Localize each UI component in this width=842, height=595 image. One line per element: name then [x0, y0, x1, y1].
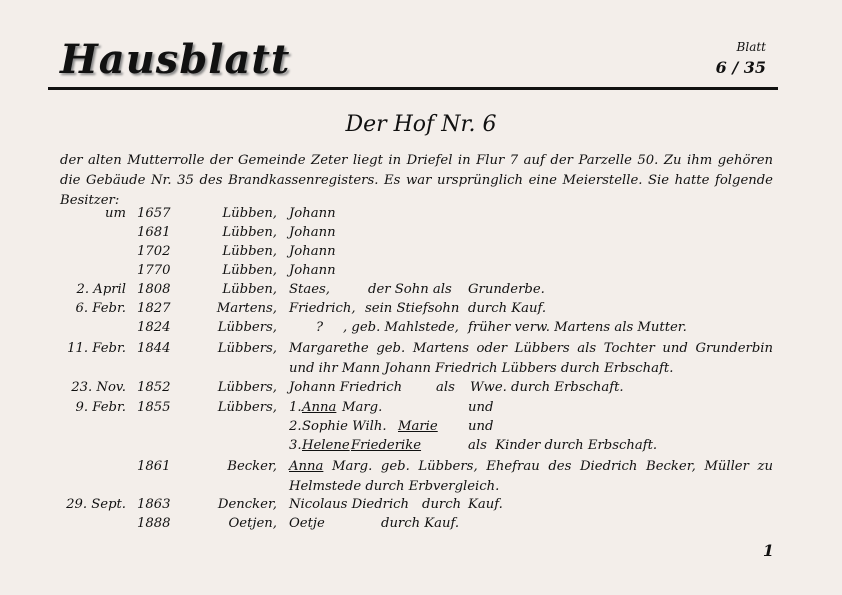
owner-acquisition: Kauf. — [468, 497, 503, 512]
owner-year: 1852 — [137, 380, 171, 395]
owner-year: 1808 — [137, 282, 171, 297]
intro-paragraph: der alten Mutterrolle der Gemeinde Zeter liegt in Driefel in Flur 7 auf der Parzelle 50. Zu ihm gehören die Gebäude Nr. 35 des Brandkassenregisters. Es war ursprünglich eine Meierstelle. Sie hatte folgende Besitzer: — [60, 153, 773, 208]
child-first-name: Anna — [302, 400, 337, 415]
owner-surname: Lübben, — [222, 282, 277, 297]
document-title: Hausblatt — [60, 36, 291, 83]
child-tail: und — [468, 400, 494, 415]
owner-row — [0, 339, 842, 379]
owner-surname: Lübbers, — [217, 320, 277, 335]
owner-text: Johann — [289, 244, 336, 259]
owner-text: Johann — [289, 225, 336, 240]
owner-surname: Lübben, — [222, 244, 277, 259]
owner-year: 1855 — [137, 400, 171, 415]
owner-row — [0, 299, 842, 319]
owner-surname: Lübben, — [222, 206, 277, 221]
child-first-name: Helene — [302, 438, 350, 453]
owner-surname: Lübben, — [222, 225, 277, 240]
owner-row — [0, 398, 842, 418]
farm-heading: Der Hof Nr. 6 — [345, 112, 497, 137]
owner-year: 1657 — [137, 206, 171, 221]
child-number: 3. — [289, 438, 302, 453]
owner-date: 9. Febr. — [75, 400, 126, 415]
owner-text: Johann — [289, 206, 336, 221]
owner-acquisition: durch Kauf. — [468, 301, 547, 316]
owner-surname: Lübbers, — [217, 380, 277, 395]
owner-relation: sein Stiefsohn — [365, 301, 460, 316]
owner-acquisition: Wwe. durch Erbschaft. — [470, 380, 624, 395]
owner-surname: Dencker, — [217, 497, 277, 512]
sheet-number: 6 / 35 — [715, 58, 766, 77]
owner-row — [0, 204, 842, 224]
child-first-name: Sophie Wilh. — [302, 419, 387, 434]
owner-row — [0, 318, 842, 338]
owner-acquisition: früher verw. Martens als Mutter. — [468, 320, 687, 335]
owner-row — [0, 436, 842, 456]
owner-text: Nicolaus Diedrich — [289, 497, 410, 512]
owner-year: 1861 — [137, 459, 171, 474]
owner-surname: Lübbers, — [217, 400, 277, 415]
owner-row — [0, 514, 842, 534]
owner-row — [0, 242, 842, 262]
owner-relation: der Sohn als — [368, 282, 452, 297]
owner-text: Staes, — [289, 282, 330, 297]
owner-row — [0, 417, 842, 437]
owner-text — [289, 457, 773, 497]
owner-date: 29. Sept. — [66, 497, 126, 512]
owner-text: Margarethe geb. Martens oder Lübbers als Tochter und Grunderbin und ihr Mann Johann Friedrich Lübbers durch Erbschaft. — [289, 341, 773, 376]
owner-year: 1863 — [137, 497, 171, 512]
owner-surname: Martens, — [216, 301, 277, 316]
child-other-name: Marie — [398, 419, 438, 434]
child-other-name: Friederike — [351, 438, 422, 453]
owner-text: Johann Friedrich — [289, 380, 403, 395]
page-number: 1 — [762, 541, 774, 560]
owner-row — [0, 223, 842, 243]
owner-surname: Lübbers, — [217, 341, 277, 356]
owner-text-rest: Marg. geb. Lübbers, Ehefrau des Diedrich Becker, Müller zu Helmstede durch Erbvergleich. — [289, 459, 773, 494]
owner-text: Oetje — [289, 516, 325, 531]
owner-year: 1888 — [137, 516, 171, 531]
owner-date: 6. Febr. — [75, 301, 126, 316]
owner-row — [0, 378, 842, 398]
owner-relation: , geb. Mahlstede, — [343, 320, 459, 335]
owner-year: 1681 — [137, 225, 171, 240]
owner-relation: als — [436, 380, 455, 395]
owner-year: 1702 — [137, 244, 171, 259]
owner-date: 11. Febr. — [67, 341, 126, 356]
owner-row — [0, 280, 842, 300]
child-other-name: Marg. — [342, 400, 383, 415]
owner-row — [0, 457, 842, 497]
owner-year: 1827 — [137, 301, 171, 316]
owner-row — [0, 495, 842, 515]
owner-surname: Becker, — [227, 459, 277, 474]
owner-year: 1770 — [137, 263, 171, 278]
sheet-label: Blatt — [736, 40, 766, 54]
owner-date: 23. Nov. — [71, 380, 126, 395]
owner-surname: Oetjen, — [228, 516, 277, 531]
child-number: 1. — [289, 400, 302, 415]
owner-acquisition: durch Kauf. — [381, 516, 460, 531]
owner-surname: Lübben, — [222, 263, 277, 278]
owner-date: 2. April — [76, 282, 126, 297]
owner-date: um — [105, 206, 126, 221]
owner-relation: durch — [422, 497, 462, 512]
owner-text: Friedrich, — [289, 301, 356, 316]
header-rule — [48, 87, 778, 90]
owner-row — [0, 261, 842, 281]
owner-text: Johann — [289, 263, 336, 278]
child-tail: und — [468, 419, 494, 434]
child-number: 2. — [289, 419, 302, 434]
owner-year: 1844 — [137, 341, 171, 356]
owner-acquisition: Grunderbe. — [468, 282, 545, 297]
owner-first-name: Anna — [289, 459, 324, 474]
owner-year: 1824 — [137, 320, 171, 335]
owner-text: ? — [316, 320, 324, 335]
child-tail: als Kinder durch Erbschaft. — [468, 438, 658, 453]
